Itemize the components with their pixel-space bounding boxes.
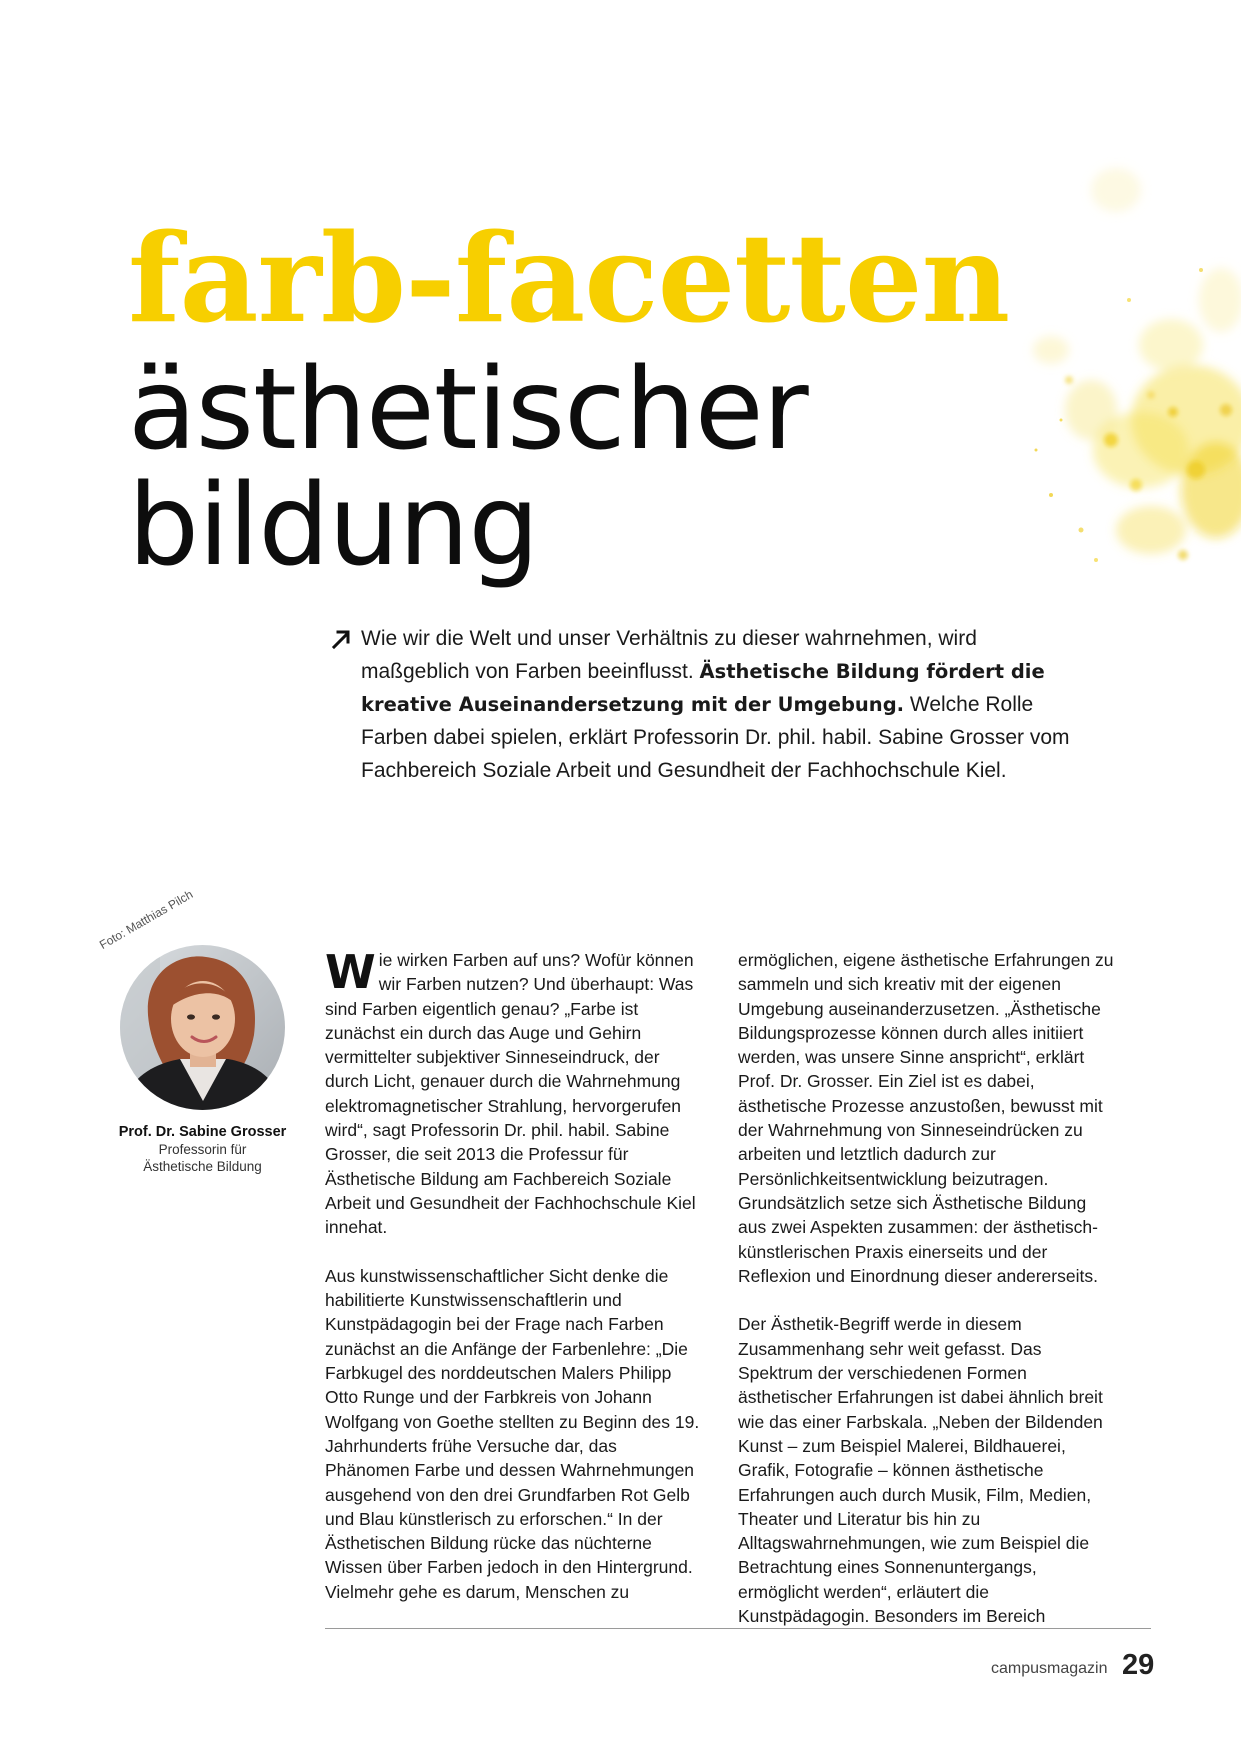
photo-credit: Foto: Matthias Pilch — [97, 887, 196, 952]
footer-magazine-name: campusmagazin — [991, 1660, 1108, 1677]
article-paragraph-text: ie wirken Farben auf uns? Wofür können wir Farben nutzen? Und überhaupt: Was sind Farben eigentlich genau? „Farbe ist zunächst ein durch das Auge und Gehirn vermittelter subjektiver Sinneseindruck, der durch Licht, genauer durch die Wahrnehmung elektromagnetischer Strahlung, hervorgerufen wird“, sagt Professorin Dr. phil. habil. Sabine Grosser, die seit 2013 die Professur für Ästhetische Bildung am Fachbereich Soziale Arbeit und Gesundheit der Fachhochschule Kiel innehat. — [325, 950, 696, 1238]
drop-cap: W — [325, 945, 376, 999]
title-line-1: farb-facetten — [128, 206, 1010, 350]
article-paragraph: ermöglichen, eigene ästhetische Erfahrungen zu sammeln und sich kreativ mit der eigenen Umgebung auseinanderzusetzen. „Ästhetische Bildungsprozesse können durch alles initiiert werden, was unsere Sinne anspricht“, erklärt Prof. Dr. Grosser. Ein Ziel ist es dabei, ästhetische Prozesse anzustoßen, bewusst mit der Wahrnehmung von Sinneseindrücken zu arbeiten und letztlich dadurch zur Persönlichkeitsentwicklung beizutragen. Grundsätzlich setze sich Ästhetische Bildung aus zwei Aspekten zusammen: der ästhetisch-künstlerischen Praxis einerseits und der Reflexion und Einordnung dieser andererseits. — [738, 950, 1114, 1286]
intro-text-part-2: Welche Rolle Farben dabei spielen, erklärt Professorin Dr. phil. habil. Sabine Grosser vom Fachbereich Soziale Arbeit und Gesundheit der Fachhochschule Kiel. — [361, 693, 1070, 782]
article-paragraph — [325, 945, 705, 1240]
intro-text — [361, 622, 1081, 787]
footer-divider — [325, 1628, 1151, 1629]
title-line-3: bildung — [128, 461, 539, 591]
portrait-caption — [100, 1123, 305, 1175]
page-number: 29 — [1122, 1649, 1155, 1681]
caption-role-line-2: Ästhetische Bildung — [143, 1159, 262, 1174]
intro-text-bold: Ästhetische Bildung fördert die kreative Auseinandersetzung mit der Umgebung. — [361, 660, 1045, 716]
arrow-up-right-icon — [330, 628, 352, 650]
article-column-1 — [325, 945, 705, 1628]
article-paragraph: Der Ästhetik-Begriff werde in diesem Zusammenhang sehr weit gefasst. Das Spektrum der verschiedenen Formen ästhetischer Erfahrungen ist dabei ähnlich breit wie das einer Farbskala. „Neben der Bildenden Kunst – zum Beispiel Malerei, Bildhauerei, Grafik, Fotografie – können ästhetische Erfahrungen auch durch Musik, Film, Medien, Theater und Literatur bis hin zu Alltagswahrnehmungen, wie zum Beispiel die Betrachtung eines Sonnenuntergangs, ermöglicht werden“, erläutert die Kunstpädagogin. Besonders im Bereich — [738, 1314, 1103, 1627]
article-column-2 — [738, 948, 1118, 1653]
title-line-2: ästhetischer — [128, 345, 808, 475]
intro-text-part-1: Wie wir die Welt und unser Verhältnis zu dieser wahrnehmen, wird maßgeblich von Farben beeinflusst. — [361, 627, 977, 683]
article-paragraph: Aus kunstwissenschaftlicher Sicht denke die habilitierte Kunstwissenschaftlerin und Kunstpädagogin bei der Frage nach Farben zunächst an die Anfänge der Farbenlehre: „Die Farbkugel des norddeutschen Malers Philipp Otto Runge und der Farbkreis von Johann Wolfgang von Goethe stellten zu Beginn des 19. Jahrhunderts frühe Versuche dar, das Phänomen Farbe und dessen Wahrnehmungen ausgehend von den drei Grundfarben Rot Gelb und Blau künstlerisch zu erforschen.“ In der Ästhetischen Bildung rücke das nüchterne Wissen über Farben jedoch in den Hintergrund. Vielmehr gehe es darum, Menschen zu — [325, 1265, 700, 1602]
caption-role-line-1: Professorin für — [158, 1142, 247, 1157]
portrait-photo — [120, 945, 285, 1110]
caption-name: Prof. Dr. Sabine Grosser — [118, 1124, 287, 1140]
